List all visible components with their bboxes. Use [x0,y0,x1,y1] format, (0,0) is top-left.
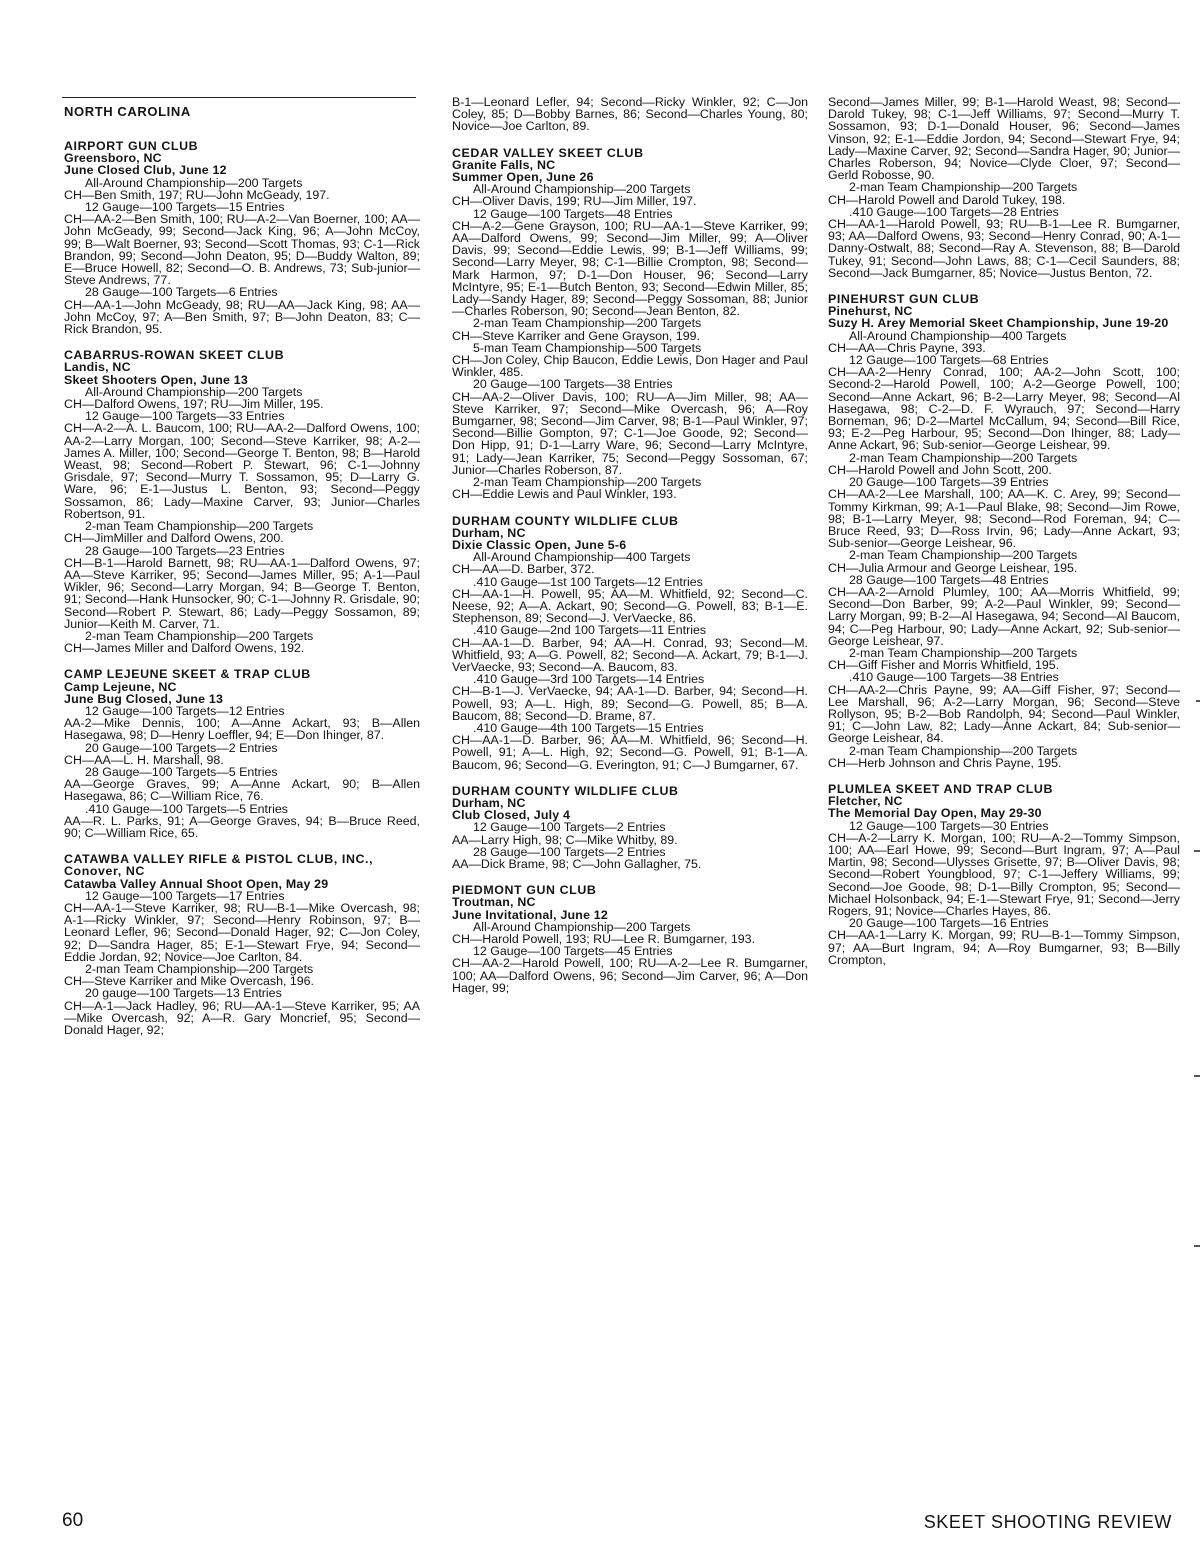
club-name: DURHAM COUNTY WILDLIFE CLUB [452,783,679,798]
club-location: Durham, NC [452,795,526,810]
event-category: 2-man Team Championship—200 Targets [849,645,1078,660]
results-text: CH—Ben Smith, 197; RU—John McGeady, 197. [64,187,330,202]
results-text: CH—AA-2—Chris Payne, 99; AA—Giff Fisher, 97; Second—Lee Marshall, 96; A-2—Larry Morgan, 96; Second—Steve Rollyson, 95; B-2—Bob Randolph, 94; Second—Paul Winkler, 91; C—John Law, 82; Lady—Anne Ackart, 84; Sub-senior—George Leishear, 84. [828,682,1180,746]
results-text: CH—A-2—A. L. Baucom, 100; RU—AA-2—Dalford Owens, 100; AA-2—Larry Morgan, 100; Second—Steve Karriker, 98; A-2—James A. Miller, 100; Second—George T. Benton, 98; B—Harold Weast, 98; Second—Robert P. Stewart, 96; C-1—Johnny Grisdale, 97; Second—Murry T. Sossamon, 95; D—Larry G. Ware, 96; E-1—Justus L. Benton, 93; Second—Peggy Sossamon, 86; Lady—Maxine Carver, 93; Junior—Charles Robertson, 91. [64,421,420,521]
scan-mark [1196,700,1200,702]
results-text: CH—AA-2—Harold Powell, 100; RU—A-2—Lee R. Bumgarner, 100; AA—Dalford Owens, 96; Second—Jim Carver, 96; A—Don Hager, 99; [452,956,808,995]
club-location: Pinehurst, NC [828,304,913,319]
results-text: B-1—Leonard Lefler, 94; Second—Ricky Winkler, 92; C—Jon Coley, 85; D—Bobby Barnes, 86; Second—Charles Young, 80; Novice—Joe Carlton, 89. [452,95,808,134]
results-text: CH—Harold Powell and John Scott, 200. [828,462,1052,477]
results-text: CH—James Miller and Dalford Owens, 192. [64,641,305,656]
section-title: NORTH CAROLINA [64,104,191,119]
event-category: All-Around Championship—200 Targets [85,175,303,190]
event-category: 2-man Team Championship—200 Targets [473,316,702,331]
results-text: AA—R. L. Parks, 91; A—George Graves, 94; B—Bruce Reed, 90; C—William Rice, 65. [64,813,420,840]
results-text: CH—AA-1—John McGeady, 98; RU—AA—Jack King, 98; AA—John McCoy, 97; A—Ben Smith, 97; B—John Deaton, 83; C—Rick Brandon, 95. [64,297,420,337]
club-entry [64,668,420,839]
event-category: 20 Gauge—100 Targets—38 Entries [473,377,673,392]
event-category: 28 Gauge—100 Targets—5 Entries [85,764,278,779]
results-text: AA-2—Mike Dennis, 100; A—Anne Ackart, 93; B—Allen Hasegawa, 98; D—Henry Loeffler, 94; E—Don Ihinger, 87. [64,716,420,743]
club-location: Camp Lejeune, NC [64,679,177,694]
event-category: 2-man Team Championship—200 Targets [473,475,702,490]
club-entry [64,349,420,654]
event-category: .410 Gauge—1st 100 Targets—12 Entries [473,574,703,589]
results-text: CH—AA-1—Steve Karriker, 98; RU—B-1—Mike Overcash, 98; A-1—Ricky Winkler, 97; Second—Henry Robinson, 97; B—Leonard Lefler, 96; Second—Donald Hager, 92; C—Jon Coley, 92; D—Sandra Hager, 85; E-1—Stewart Frye, 94; Second—Eddie Jordan, 92; Novice—Joe Carlton, 84. [64,900,420,964]
scan-mark [1194,1245,1200,1247]
event-title: Summer Open, June 26 [452,170,594,185]
results-text: CH—Harold Powell and Darold Tukey, 198. [828,192,1066,207]
event-category: 28 Gauge—100 Targets—23 Entries [85,543,285,558]
event-category: 12 Gauge—100 Targets—45 Entries [473,944,673,959]
event-category: All-Around Championship—400 Targets [473,550,691,565]
results-text: CH—AA-2—Oliver Davis, 100; RU—A—Jim Miller, 98; AA—Steve Karriker, 97; Second—Mike Overcash, 96; A—Roy Bumgarner, 98; Second—Jim Carver, 98; B-1—Paul Winkler, 97; Second—Billie Gompton, 97; C-1—Joe Goode, 92; Second—Don Hipp, 91; D-1—Larry Ware, 96; Second—Larry McIntyre, 91; Lady—Jean Karriker, 75; Second—Peggy Sossoman, 67; Junior—Charles Roberson, 87. [452,389,808,477]
event-category: 20 gauge—100 Targets—13 Entries [85,986,282,1001]
event-category: All-Around Championship—200 Targets [473,919,691,934]
event-category: 2-man Team Championship—200 Targets [849,548,1078,563]
event-category: .410 Gauge—100 Targets—38 Entries [849,670,1059,685]
club-entry [452,785,808,870]
event-category: 20 Gauge—100 Targets—39 Entries [849,475,1049,490]
event-title: Skeet Shooters Open, June 13 [64,372,248,387]
event-category: All-Around Championship—400 Targets [849,328,1067,343]
results-text: AA—Dick Brame, 98; C—John Gallagher, 75. [452,856,702,871]
club-name: PIEDMONT GUN CLUB [452,883,597,898]
club-entry [64,140,420,335]
club-name: CAMP LEJEUNE SKEET & TRAP CLUB [64,667,311,682]
results-text: CH—Steve Karriker and Mike Overcash, 196. [64,974,314,989]
event-category: 12 Gauge—100 Targets—68 Entries [849,353,1049,368]
event-title: June Bug Closed, June 13 [64,691,224,706]
results-text: CH—Giff Fisher and Morris Whitfield, 195. [828,658,1060,673]
section-rule [62,97,416,98]
results-text: CH—AA-1—Harold Powell, 93; RU—B-1—Lee R. Bumgarner, 93; AA—Dalford Owens, 93; Second—Henry Conrad, 90; A-1—Danny-Ostwalt, 88; Second—Ray A. Stevenson, 88; B—Darold Tukey, 91; Second—John Laws, 88; C-1—Cecil Saunders, 88; Second—Jack Bumgarner, 85; Novice—Justus Benton, 72. [828,217,1180,280]
club-location: Fletcher, NC [828,794,903,809]
club-entry [452,884,808,994]
event-title: June Closed Club, June 12 [64,163,227,178]
results-text: CH—Jon Coley, Chip Baucon, Eddie Lewis, Don Hager and Paul Winkler, 485. [452,353,808,380]
club-name: DURHAM COUNTY WILDLIFE CLUB [452,513,679,528]
club-entry [452,147,808,501]
results-text: CH—AA-1—Larry K. Morgan, 99; RU—B-1—Tommy Simpson, 97; AA—Burt Ingram, 94; A—Roy Bumgarner, 93; B—Billy Crompton, [828,928,1180,967]
event-category: 28 Gauge—100 Targets—6 Entries [85,285,278,300]
event-title: Club Closed, July 4 [452,808,571,823]
club-name: PLUMLEA SKEET AND TRAP CLUB [828,781,1054,796]
event-category: 28 Gauge—100 Targets—2 Entries [473,844,666,859]
results-text: CH—A-2—Larry K. Morgan, 100; RU—A-2—Tommy Simpson, 100; AA—Earl Howe, 99; Second—Burt Ingram, 97; A—Paul Martin, 98; Second—Ulysses Grisette, 97; B—Oliver Davis, 98; Second—Robert Youngblood, 97; C-1—Jeffery Williams, 99; Second—Joe Goode, 98; D-1—Billy Crompton, 95; Second—Michael Holsonback, 94; E-1—Stewart Frye, 91; Second—Jerry Rogers, 91; Novice—Charles Hayes, 86. [828,830,1180,918]
results-text: Second—James Miller, 99; B-1—Harold Weast, 98; Second—Darold Tukey, 98; C-1—Jeff Williams, 97; Second—Murry T. Sossamon, 93; D-1—Donald Houser, 96; Second—James Vinson, 92; E-1—Eddie Jordon, 94; Second—Stewart Frye, 94; Lady—Maxine Carver, 92; Second—Sandra Hager, 90; Junior—Charles Roberson, 94; Novice—Clyde Cloer, 97; Second—Gerld Robosse, 90. [828,95,1180,183]
scan-mark [1194,850,1200,852]
results-text: CH—Herb Johnson and Chris Payne, 195. [828,755,1062,770]
results-text: CH—Steve Karriker and Gene Grayson, 199. [452,328,700,343]
results-text: CH—Harold Powell, 193; RU—Lee R. Bumgarner, 193. [452,932,756,946]
club-location: Greensboro, NC [64,151,162,166]
club-entry [828,293,1180,769]
column-1 [64,140,420,1050]
club-name: CABARRUS-ROWAN SKEET CLUB [64,348,285,363]
event-category: 12 Gauge—100 Targets—48 Entries [473,206,673,221]
publication-name: SKEET SHOOTING REVIEW [923,1512,1172,1532]
results-text: CH—B-1—Harold Barnett, 98; RU—AA-1—Dalford Owens, 97; AA—Steve Karriker, 95; Second—James Miller, 95; A-1—Paul Wikler, 96; Second—Larry Morgan, 94; B—George T. Benton, 91; Second—Hank Hunsocker, 90; C-1—Johnny R. Grisdale, 90; Second—Robert P. Stewart, 86; Lady—Peggy Sossamon, 89; Junior—Keith M. Carver, 71. [64,555,420,631]
results-text: CH—AA—D. Barber, 372. [452,562,595,577]
results-text: CH—A-1—Jack Hadley, 96; RU—AA-1—Steve Karriker, 95; AA—Mike Overcash, 92; A—R. Gary Moncrief, 95; Second—Donald Hager, 92; [64,998,420,1038]
results-text: CH—AA-1—H. Powell, 95; AA—M. Whitfield, 92; Second—C. Neese, 92; A—A. Ackart, 90; Second—G. Powell, 83; B-1—E. Stephenson, 89; Second—J. VerVaecke, 86. [452,586,808,626]
club-location: Durham, NC [452,525,526,540]
club-name: PINEHURST GUN CLUB [828,292,980,307]
results-text: CH—Eddie Lewis and Paul Winkler, 193. [452,487,677,502]
event-category: 12 Gauge—100 Targets—30 Entries [849,818,1049,833]
event-category: 2-man Team Championship—200 Targets [85,628,314,643]
results-text: CH—B-1—J. VerVaecke, 94; AA-1—D. Barber, 94; Second—H. Powell, 93; A—L. High, 89; Second—G. Powell, 85; B—A. Baucom, 88; Second—D. Brame, 87. [452,684,808,723]
event-title: The Memorial Day Open, May 29-30 [828,806,1042,821]
event-category: 20 Gauge—100 Targets—2 Entries [85,740,278,755]
results-text: CH—AA-2—Ben Smith, 100; RU—A-2—Van Boerner, 100; AA—John McGeady, 99; Second—Jack King, 96; A—John McCoy, 99; B—Walt Boerner, 93; Second—Scott Thomas, 93; C-1—Rick Brandon, 99; Second—John Deaton, 95; D—Buddy Walton, 89; E—Bruce Howell, 82; Second—O. B. Andrews, 73; Sub-junior—Steve Andrews, 77. [64,212,420,288]
event-category: 12 Gauge—100 Targets—15 Entries [85,200,285,215]
results-text: AA—Larry High, 98; C—Mike Whitby, 89. [452,832,678,847]
event-title: Dixie Classic Open, June 5-6 [452,537,627,552]
club-location: Troutman, NC [452,895,536,910]
event-category: All-Around Championship—200 Targets [473,182,691,197]
event-category: All-Around Championship—200 Targets [85,384,303,399]
event-category: 28 Gauge—100 Targets—48 Entries [849,572,1049,587]
results-text: CH—JimMiller and Dalford Owens, 200. [64,531,284,546]
results-text: CH—AA—L. H. Marshall, 98. [64,752,224,767]
event-category: 12 Gauge—100 Targets—12 Entries [85,703,285,718]
results-text: CH—AA-1—D. Barber, 94; AA—H. Conrad, 93; Second—M. Whitfield, 93; A—G. Powell, 82; Second—A. Ackart, 79; B-1—J. VerVaecke, 93; Second—A. Baucom, 83. [452,635,808,674]
event-category: .410 Gauge—100 Targets—28 Entries [849,204,1059,219]
event-category: 5-man Team Championship—500 Targets [473,340,702,355]
event-category: 2-man Team Championship—200 Targets [849,450,1078,465]
event-category: .410 Gauge—100 Targets—5 Entries [85,801,288,816]
event-category: 2-man Team Championship—200 Targets [85,519,314,534]
event-category: 12 Gauge—100 Targets—17 Entries [85,888,285,903]
event-category: 2-man Team Championship—200 Targets [849,743,1078,758]
results-text: CH—AA-2—Henry Conrad, 100; AA-2—John Scott, 100; Second-2—Harold Powell, 100; A-2—George Powell, 100; Second—Anne Ackart, 96; B-2—Larry Meyer, 98; Second—Al Hasegawa, 98; C-2—D. F. Wyrauch, 97; Second—Harry Borneman, 96; D-2—Martel McCallum, 94; Second—Bill Rice, 93; E-2—Peg Harbour, 95; Second—Don Ihinger, 88; Lady—Anne Ackart, 96; Sub-senior—George Leishear, 99. [828,365,1180,453]
club-entry [64,853,420,1036]
results-text: CH—Dalford Owens, 197; RU—Jim Miller, 195. [64,397,324,412]
page-number: 60 [62,1510,84,1531]
results-text: CH—Oliver Davis, 199; RU—Jim Miller, 197. [452,194,697,209]
results-text: CH—AA-2—Arnold Plumley, 100; AA—Morris Whitfield, 99; Second—Don Barber, 99; A-2—Paul Winkler, 99; Second—Larry Morgan, 99; B-2—Al Hasegawa, 94; Second—Al Baucom, 94; C—Peg Harbour, 90; Lady—Anne Ackart, 92; Sub-senior—George Leishear, 97. [828,584,1180,648]
event-category: 12 Gauge—100 Targets—33 Entries [85,409,285,424]
club-entry [452,96,808,133]
results-text: CH—A-2—Gene Grayson, 100; RU—AA-1—Steve Karriker, 99; AA—Dalford Owens, 99; Second—Jim Miller, 99; A—Oliver Davis, 99; Second—Eddie Lewis, 99; B-1—Jeff Williams, 99; Second—Larry Meyer, 98; C-1—Billie Crompton, 98; Second—Mark Harmon, 97; D-1—Don Houser, 96; Second—Larry McIntyre, 95; E-1—Butch Benton, 93; Second—Edwin Miller, 85; Lady—Sandy Hager, 89; Second—Peggy Sossoman, 88; Junior—Charles Roberson, 90; Second—Jean Benton, 82. [452,218,808,319]
event-category: 2-man Team Championship—200 Targets [849,180,1078,195]
club-name: CEDAR VALLEY SKEET CLUB [452,145,644,160]
event-category: .410 Gauge—3rd 100 Targets—14 Entries [473,672,705,687]
club-entry [828,783,1180,966]
results-text: CH—Julia Armour and George Leishear, 195. [828,560,1078,575]
column-3 [828,96,1180,980]
club-entry [452,515,808,771]
results-text: AA—George Graves, 99; A—Anne Ackart, 90; B—Allen Hasegawa, 86; C—William Rice, 76. [64,777,420,804]
results-text: CH—AA-1—D. Barber, 96; AA—M. Whitfield, 96; Second—H. Powell, 91; A—L. High, 92; Second—G. Powell, 91; B-1—A. Baucom, 96; Second—G. Everington, 91; C—J Bumgarner, 67. [452,733,808,772]
results-text: CH—AA—Chris Payne, 393. [828,340,986,355]
column-2 [452,96,808,1008]
event-title: Suzy H. Arey Memorial Skeet Championship, June 19-20 [828,316,1169,331]
results-text: CH—AA-2—Lee Marshall, 100; AA—K. C. Arey, 99; Second—Tommy Kirkman, 99; A-1—Paul Blake, 98; Second—Jim Rowe, 98; B-1—Larry Meyer, 98; Second—Rod Foreman, 94; C—Bruce Reed, 93; D—Ross Irvin, 96; Lady—Anne Ackart, 93; Sub-senior—George Leishear, 96. [828,487,1180,551]
event-category: .410 Gauge—2nd 100 Targets—11 Entries [473,623,707,638]
club-name: CATAWBA VALLEY RIFLE & PISTOL CLUB, INC., Conover, NC [64,852,374,879]
event-category: 2-man Team Championship—200 Targets [85,962,314,976]
event-category: .410 Gauge—4th 100 Targets—15 Entries [473,720,704,735]
club-location: Landis, NC [64,360,131,375]
event-title: Catawba Valley Annual Shoot Open, May 29 [64,876,329,891]
scan-mark [1194,1075,1200,1077]
club-location: Granite Falls, NC [452,157,556,172]
event-category: 12 Gauge—100 Targets—2 Entries [473,820,666,835]
event-title: June Invitational, June 12 [452,907,608,922]
club-name: AIRPORT GUN CLUB [64,139,199,153]
event-category: 20 Gauge—100 Targets—16 Entries [849,916,1049,931]
club-entry [828,96,1180,279]
